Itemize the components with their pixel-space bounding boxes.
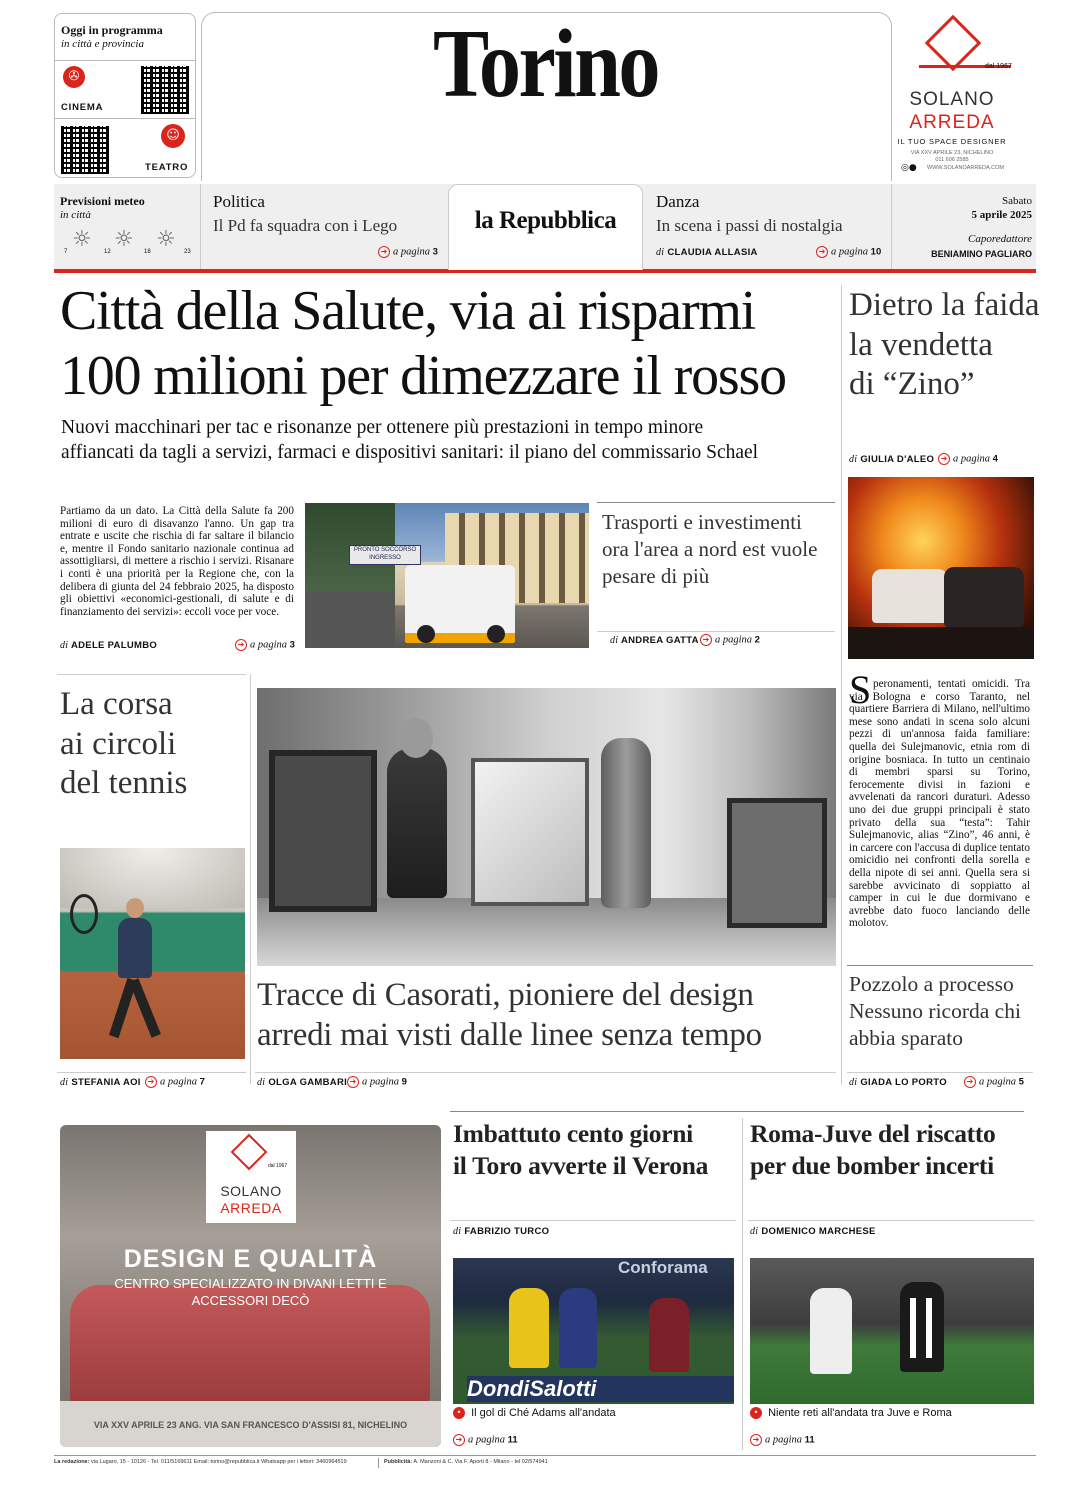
masthead-title[interactable]: Torino (433, 10, 658, 118)
ad-top-brand1: SOLANO (909, 89, 995, 110)
social-icons[interactable]: ◎● (901, 163, 917, 173)
tennis-byline: di STEFANIA AOI (60, 1077, 141, 1088)
ad-bottom-brand1: SOLANO (220, 1183, 282, 1199)
faida-headline-2[interactable]: la vendetta (849, 327, 993, 363)
ad-top-site[interactable]: WWW.SOLANOARREDA.COM (927, 165, 1005, 171)
romajuve-caption: • Niente reti all'andata tra Juve e Roma (750, 1407, 952, 1419)
arrow-icon: ➔ (347, 1076, 359, 1088)
lead-deck-2: affiancati da tagli a servizi, farmaci e dispositivi sanitari: il piano del commissario Schael (61, 442, 759, 463)
arrow-icon: ➔ (750, 1434, 762, 1446)
ad-bottom-since: dal 1967 (268, 1163, 288, 1169)
meteo-hour: 18 (144, 249, 151, 255)
player-yellow (559, 1288, 597, 1368)
teatro-label: TEATRO (145, 162, 189, 173)
politica-pageref[interactable]: ➔ a pagina 3 (378, 246, 438, 258)
meteo-title: Previsioni meteo (60, 194, 145, 208)
meteo-icons (62, 225, 197, 257)
lead-photo-hospital[interactable] (305, 503, 589, 648)
romajuve-byline: di DOMENICO MARCHESE (750, 1226, 876, 1237)
programma-subtitle: in città e provincia (61, 38, 144, 50)
toro-pageref[interactable]: ➔ a pagina 11 (453, 1434, 518, 1446)
repubblica-logo-box[interactable] (448, 184, 643, 270)
toro-line-1[interactable]: Imbattuto cento giorni (453, 1119, 693, 1148)
romajuve-line-1[interactable]: Roma-Juve del riscatto (750, 1119, 996, 1148)
politica-headline: Il Pd fa squadra con i Lego (213, 216, 398, 235)
tennis-photo[interactable] (60, 848, 245, 1059)
tennis-pageref[interactable]: ➔ a pagina 7 (145, 1076, 205, 1088)
strip-politica[interactable] (213, 192, 443, 264)
arrow-icon: ➔ (145, 1076, 157, 1088)
lead-byline: di ADELE PALUMBO (60, 640, 158, 651)
camera-icon: • (750, 1407, 762, 1419)
footer-pubblicita: Pubblicità: A. Manzoni & C. Via F. Aporti 8 - Milano - tel 02/574941 (384, 1459, 548, 1465)
danza-headline: In scena i passi di nostalgia (656, 216, 843, 235)
casorati-pageref[interactable]: ➔ a pagina 9 (347, 1076, 407, 1088)
ad-bottom-sub-1: CENTRO SPECIALIZZATO IN DIVANI LETTI E (114, 1276, 387, 1291)
pozzolo-headline[interactable]: Pozzolo a processo Nessuno ricorda chi abbia sparato (849, 972, 1021, 1050)
ad-bottom-brand2: ARREDA (220, 1200, 282, 1216)
danza-section: Danza (656, 192, 700, 211)
editor-role: Caporedattore (968, 233, 1032, 245)
ad-top-phone: 011 606 2585 (935, 157, 969, 163)
toro-photo[interactable] (453, 1258, 734, 1404)
cinema-label: CINEMA (61, 102, 104, 113)
romajuve-pageref[interactable]: ➔ a pagina 11 (750, 1434, 815, 1446)
sun-icon: ☼ (72, 227, 92, 252)
politica-section: Politica (213, 192, 265, 211)
casorati-line-1[interactable]: Tracce di Casorati, pioniere del design (257, 977, 754, 1013)
issue-day: Sabato (1002, 195, 1032, 207)
trasporti-headline[interactable]: Trasporti e investimenti ora l'area a nord est vuole pesare di più (602, 510, 818, 588)
ad-bottom[interactable] (60, 1125, 441, 1447)
arrow-icon: ➔ (816, 246, 828, 258)
ad-bottom-headline: DESIGN E QUALITÀ (123, 1245, 378, 1273)
toro-caption: • Il gol di Ché Adams all'andata (453, 1407, 616, 1419)
sun-icon: ☼ (156, 227, 176, 252)
ad-bottom-logo-box (206, 1131, 296, 1223)
small-painting (727, 798, 827, 928)
tennis-racket (70, 894, 98, 934)
strip-danza[interactable] (656, 192, 886, 264)
seated-man (387, 748, 447, 898)
romajuve-photo[interactable] (750, 1258, 1034, 1404)
sun-icon: ☼ (114, 227, 134, 252)
trasporti-byline: di ANDREA GATTA (610, 635, 699, 646)
sculpture (601, 738, 651, 908)
pozzolo-pageref[interactable]: ➔ a pagina 5 (964, 1076, 1024, 1088)
solano-logo-icon (919, 19, 981, 75)
pozzolo-byline: di GIADA LO PORTO (849, 1077, 947, 1088)
painting-frame (269, 750, 377, 912)
casorati-byline: di OLGA GAMBARI (257, 1077, 348, 1088)
cinema-qr-code[interactable] (141, 66, 189, 114)
repubblica-logo: la Repubblica (474, 207, 617, 234)
danza-pageref[interactable]: ➔ a pagina 10 (816, 246, 881, 258)
editor-name: BENIAMINO PAGLIARO (931, 249, 1032, 259)
camera-icon: • (453, 1407, 465, 1419)
player-black (900, 1282, 944, 1372)
danza-byline: di CLAUDIA ALLASIA (656, 247, 758, 258)
lead-body: Partiamo da un dato. La Città della Salute fa 200 milioni di euro di disavanzo l'anno. Un gap tra entrate e uscite che rischia di far saltare il bilancio e, mentre il Fondo sanitario nazionale continua ad assottigliarsi, di mettere a rischio i servizi. Risanare i conti è una priorità per la Regione che, con la delibera di giunta del 24 febbraio 2025, ha disposto gli obiettivi «economici-gestionali, di salute e di finanziamento dei servizi»: eccoli voce per voce. (60, 505, 294, 618)
toro-byline: di FABRIZIO TURCO (453, 1226, 550, 1237)
faida-photo-fire[interactable] (848, 477, 1034, 659)
faida-byline: di GIULIA D'ALEO (849, 454, 935, 465)
easel-painting (471, 758, 589, 906)
tennis-line-1[interactable]: La corsa (60, 686, 173, 722)
casorati-photo[interactable] (257, 688, 836, 966)
lead-headline-1[interactable]: Città della Salute, via ai risparmi (60, 280, 756, 342)
programma-title: Oggi in programma (61, 23, 163, 37)
ad-top-since: dal 1967 (985, 63, 1012, 70)
lead-deck-1: Nuovi macchinari per tac e risonanze per ottenere più prestazioni in tempo minore (61, 417, 704, 438)
arrow-icon: ➔ (378, 246, 390, 258)
tennis-player (118, 918, 152, 978)
toro-banner: Conforama (618, 1258, 708, 1277)
solano-logo-icon (231, 1134, 268, 1171)
faida-body: peronamenti, tentati omicidi. Tra via Bologna e corso Taranto, nel quartiere Barriera di Milano, nell'ultimo mese sono andati in scena solo alcuni pezzi di un'annosa faida familiare: quella dei Sulejmanovic, etnia rom di origine bosniaca. In tutto un centinaio di membri sparsi su Torino, ferocemente divisi in fazioni e avvelenati da rancori duraturi. Adesso uno dei due gruppi principali è stato privato della sua “testa”: Tahir Sulejmanovic, alias “Zino”, 46 anni, è in carcere con l'accusa di duplice tentato omicidio nei confronti della sorella e della nipote di sei anni. Quella sera si sarebbe avvicinato di soppiatto al camper in cui le due dormivano e avrebbe dato fuoco lanciando delle molotov. (849, 678, 1030, 930)
arrow-icon: ➔ (453, 1434, 465, 1446)
programma-box (54, 13, 196, 178)
photo-sign-2: INGRESSO (369, 555, 401, 561)
player-yellow (509, 1288, 549, 1368)
meteo-hour: 7 (64, 249, 68, 255)
faida-headline-1[interactable]: Dietro la faida (849, 287, 1040, 323)
faida-pageref[interactable]: ➔ a pagina 4 (938, 453, 998, 465)
arrow-icon: ➔ (964, 1076, 976, 1088)
trasporti-pageref[interactable]: ➔ a pagina 2 (700, 634, 760, 646)
casorati-line-2[interactable]: arredi mai visti dalle linee senza tempo (257, 1017, 762, 1053)
meteo-subtitle: in città (60, 209, 91, 221)
photo-sign-1: PRONTO SOCCORSO (353, 547, 417, 553)
teatro-qr-code[interactable] (61, 126, 109, 174)
issue-date: 5 aprile 2025 (971, 209, 1032, 221)
faida-dropcap: S (849, 667, 872, 712)
toro-board: DondiSalotti (467, 1376, 734, 1402)
ad-top-address: VIA XXV APRILE 23, NICHELINO (910, 150, 994, 156)
ad-top-tagline: IL TUO SPACE DESIGNER (897, 137, 1007, 146)
car-white (872, 569, 948, 623)
arrow-icon: ➔ (235, 639, 247, 651)
cinema-icon: ✇ (63, 66, 85, 88)
meteo-hour: 12 (104, 249, 111, 255)
arrow-icon: ➔ (938, 453, 950, 465)
ad-bottom-sub-2: ACCESSORI DECÒ (191, 1293, 310, 1308)
footer-redazione: La redazione: via Lugaro, 15 - 10126 - Tel. 011/5169611 Email: torino@repubblica.it Whatsapp per i lettori: 3460964519 (54, 1459, 347, 1465)
tennis-line-2[interactable]: ai circoli (60, 726, 177, 762)
tennis-line-3[interactable]: del tennis (60, 765, 188, 801)
player-maroon (649, 1298, 689, 1372)
romajuve-line-2[interactable]: per due bomber incerti (750, 1151, 994, 1180)
meteo-hour: 23 (184, 249, 191, 255)
arrow-icon: ➔ (700, 634, 712, 646)
toro-line-2[interactable]: il Toro avverte il Verona (453, 1151, 709, 1180)
lead-headline-2[interactable]: 100 milioni per dimezzare il rosso (60, 345, 786, 407)
teatro-masks-icon: ☺ (161, 124, 185, 148)
ad-top-brand2: ARREDA (909, 112, 995, 133)
player-white (810, 1288, 852, 1374)
car-dark (944, 567, 1024, 627)
ad-top[interactable] (897, 13, 1035, 177)
faida-headline-3[interactable]: di “Zino” (849, 366, 975, 402)
ad-bottom-address: VIA XXV APRILE 23 ANG. VIA SAN FRANCESCO D'ASSISI 81, NICHELINO (93, 1420, 408, 1430)
lead-pageref[interactable]: ➔ a pagina 3 (235, 639, 295, 651)
